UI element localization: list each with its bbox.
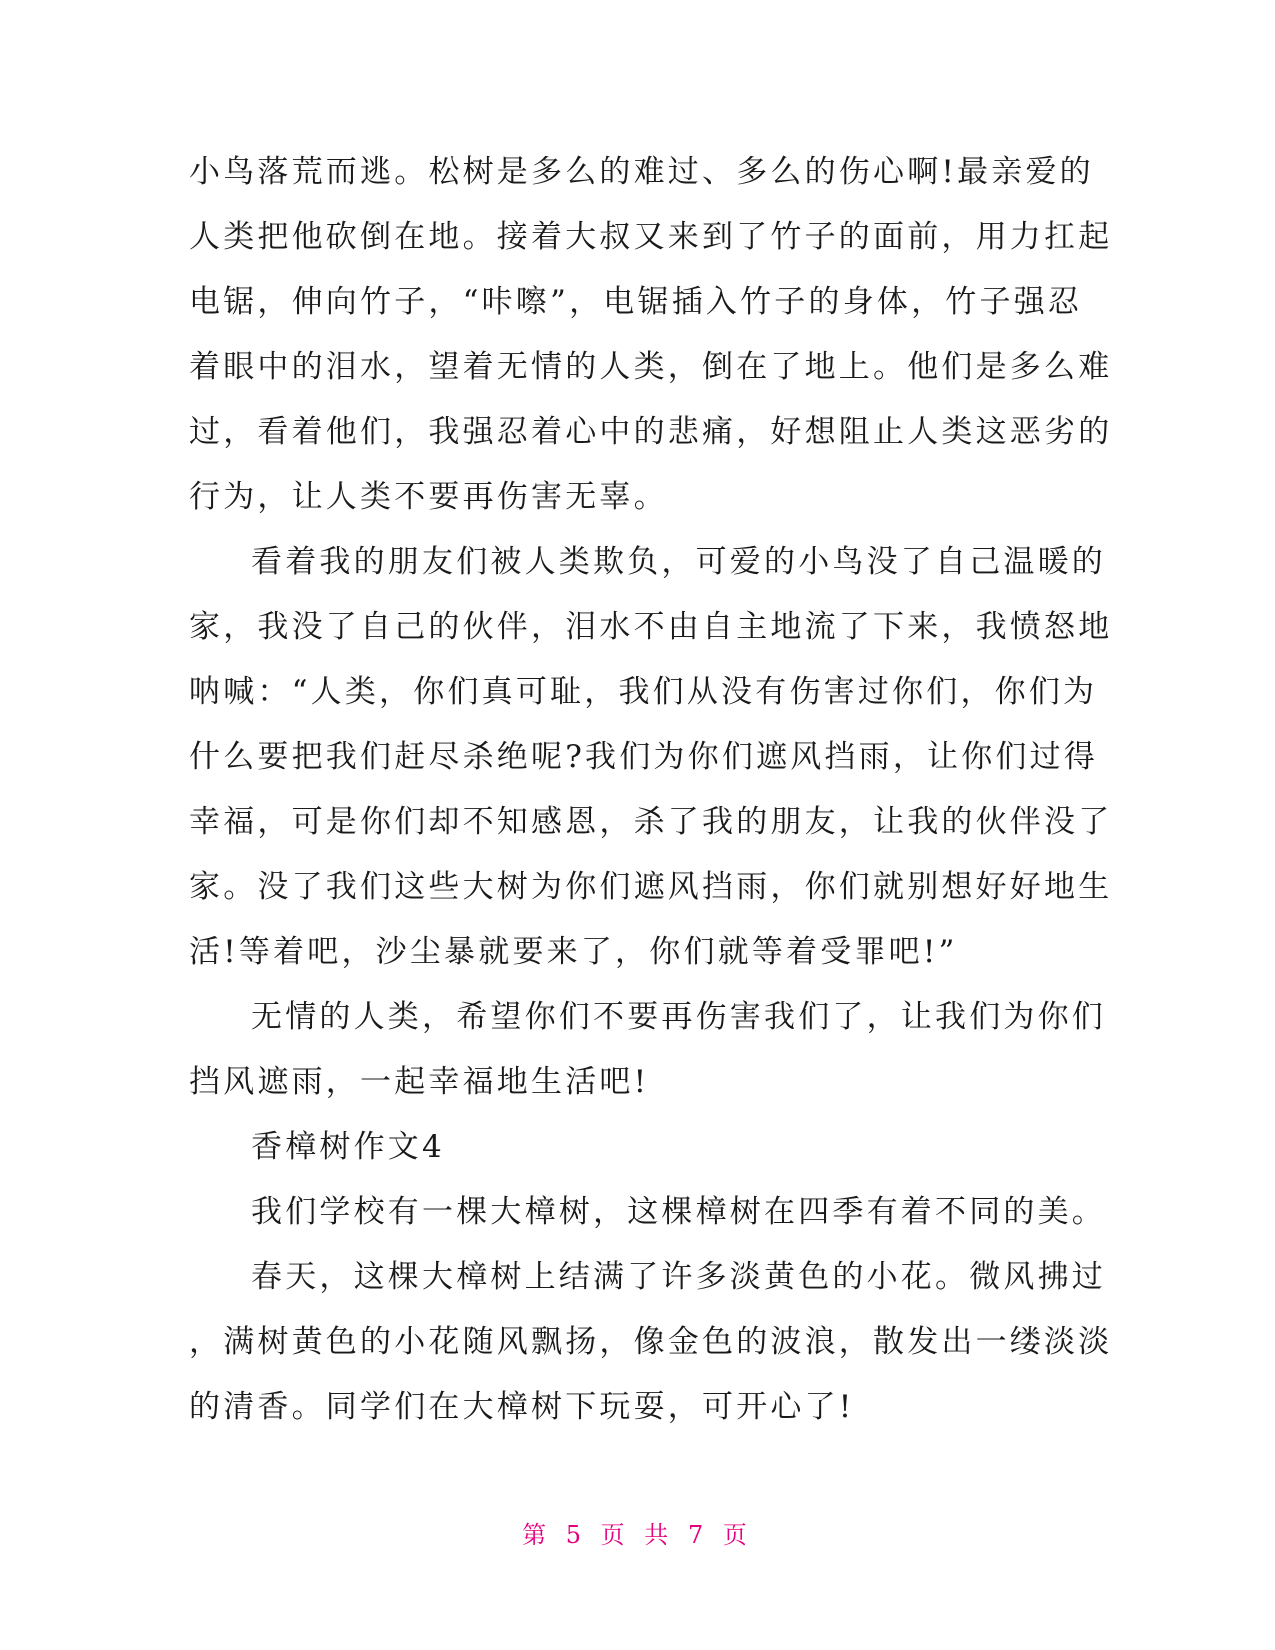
text-line: 活!等着吧，沙尘暴就要来了，你们就等着受罪吧!” bbox=[189, 934, 958, 970]
text-line: 人类把他砍倒在地。接着大叔又来到了竹子的面前，用力扛起 bbox=[189, 219, 1113, 255]
body-text bbox=[189, 140, 1113, 1440]
text-line: 我们学校有一棵大樟树，这棵樟树在四季有着不同的美。 bbox=[251, 1194, 1106, 1230]
text-line: 呐喊：“人类，你们真可耻，我们从没有伤害过你们，你们为 bbox=[189, 674, 1098, 710]
text-line: 春天，这棵大樟树上结满了许多淡黄色的小花。微风拂过 bbox=[251, 1259, 1106, 1295]
text-line: 过，看着他们，我强忍着心中的悲痛，好想阻止人类这恶劣的 bbox=[189, 414, 1113, 450]
text-line: 小鸟落荒而逃。松树是多么的难过、多么的伤心啊!最亲爱的 bbox=[189, 154, 1094, 190]
text-line: 的清香。同学们在大樟树下玩耍，可开心了! bbox=[189, 1389, 855, 1425]
text-line: 什么要把我们赶尽杀绝呢?我们为你们遮风挡雨，让你们过得 bbox=[189, 739, 1099, 775]
text-line: 行为，让人类不要再伤害无辜。 bbox=[189, 479, 668, 515]
text-line: 幸福，可是你们却不知感恩，杀了我的朋友，让我的伙伴没了 bbox=[189, 804, 1113, 840]
text-line: 无情的人类，希望你们不要再伤害我们了，让我们为你们 bbox=[251, 999, 1106, 1035]
text-line: ，满树黄色的小花随风飘扬，像金色的波浪，散发出一缕淡淡 bbox=[189, 1324, 1113, 1360]
page-number-footer: 第 5 页 共 7 页 bbox=[522, 1521, 753, 1549]
text-line: 挡风遮雨，一起幸福地生活吧! bbox=[189, 1064, 650, 1100]
section-heading: 香樟树作文4 bbox=[251, 1129, 445, 1165]
text-line: 着眼中的泪水，望着无情的人类，倒在了地上。他们是多么难 bbox=[189, 349, 1113, 385]
text-line: 家，我没了自己的伙伴，泪水不由自主地流了下来，我愤怒地 bbox=[189, 609, 1113, 645]
text-line: 家。没了我们这些大树为你们遮风挡雨，你们就别想好好地生 bbox=[189, 869, 1113, 905]
text-line: 看着我的朋友们被人类欺负，可爱的小鸟没了自己温暖的 bbox=[251, 544, 1106, 580]
text-line: 电锯，伸向竹子，“咔嚓”，电锯插入竹子的身体，竹子强忍 bbox=[189, 284, 1083, 320]
